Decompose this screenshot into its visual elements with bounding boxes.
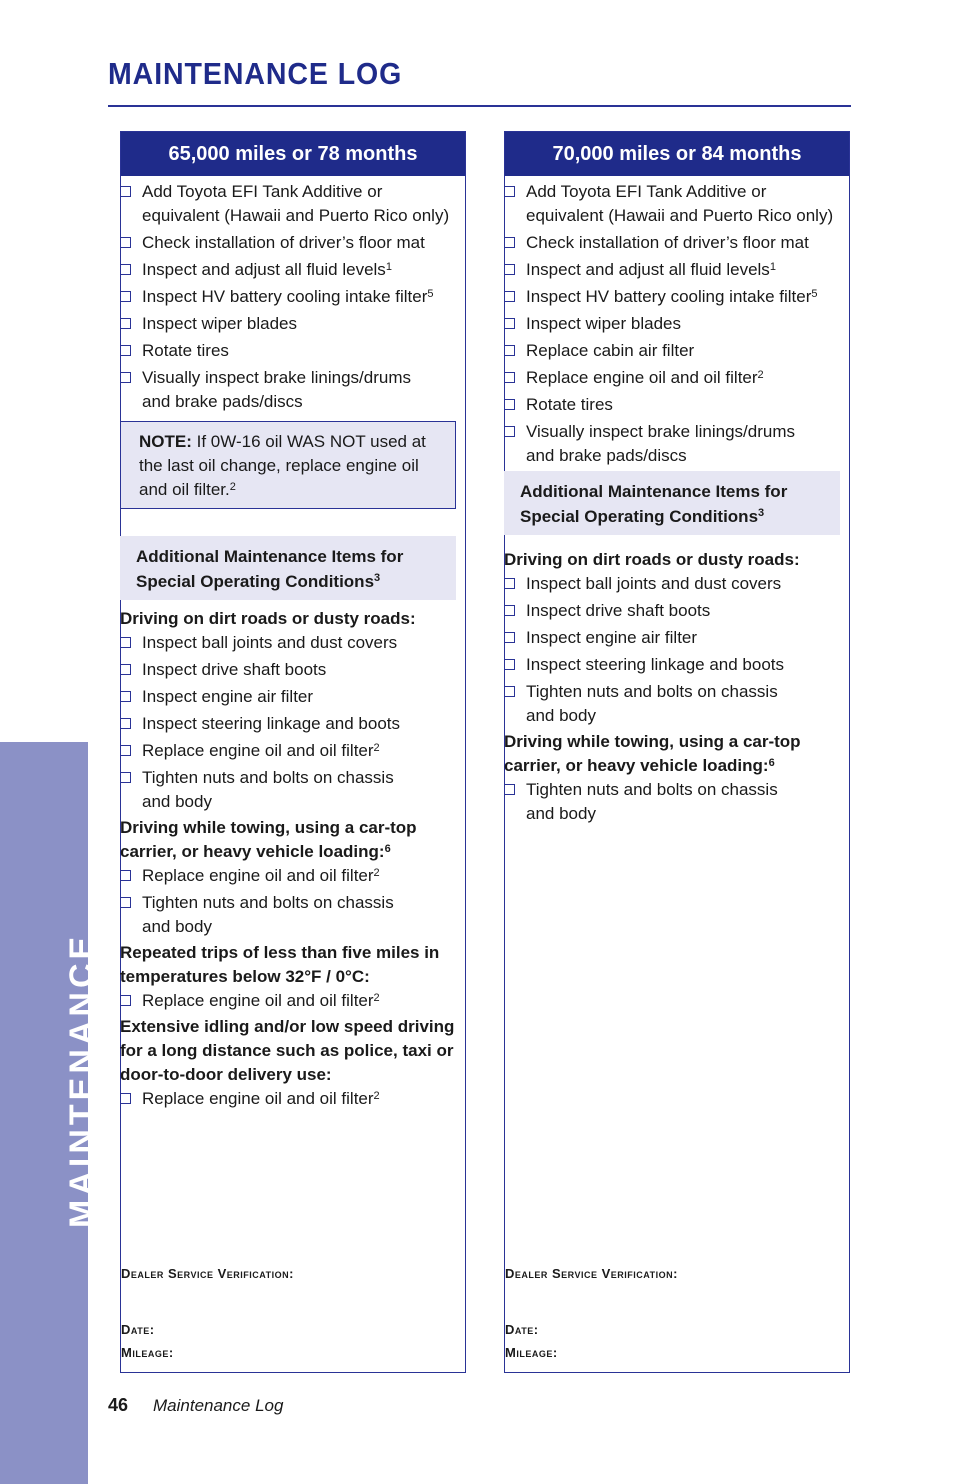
checklist-item-text: Rotate tires (142, 341, 229, 360)
checklist-item-text: Inspect steering linkage and boots (142, 714, 401, 733)
note-text: If 0W-16 oil WAS NOT used at the last oil change, replace engine oil and oil filter. (139, 432, 426, 499)
checkbox-icon[interactable] (504, 237, 515, 248)
footnote-ref: 1 (769, 261, 776, 273)
checklist-item-text-cont: and body (526, 804, 596, 823)
checkbox-icon[interactable] (120, 745, 131, 756)
checklist-item-text: Inspect and adjust all fluid levels (142, 260, 386, 279)
checkbox-icon[interactable] (504, 632, 515, 643)
condition-dirt-roads-list (504, 572, 844, 728)
checklist-item-text: Inspect and adjust all fluid levels (526, 260, 770, 279)
checklist-item (504, 778, 844, 826)
checkbox-icon[interactable] (120, 264, 131, 275)
checkbox-icon[interactable] (504, 264, 515, 275)
footnote-ref: 2 (373, 1090, 380, 1102)
checklist-item-text: Visually inspect brake linings/drums (526, 422, 795, 441)
condition-short-trips: Repeated trips of less than five miles in temperatures below 32°F / 0°C: (120, 943, 440, 986)
right-column (504, 131, 850, 1373)
checkbox-icon[interactable] (504, 318, 515, 329)
checklist-item (504, 258, 839, 282)
checklist-item (504, 180, 839, 228)
right-conditions (504, 548, 844, 829)
checklist-item (504, 366, 839, 390)
checklist-item (504, 680, 844, 728)
condition-towing-list (120, 864, 460, 939)
checklist-item (504, 653, 844, 677)
checklist-item-text: Tighten nuts and bolts on chassis (526, 682, 778, 701)
checklist-item-text-cont: and body (526, 706, 596, 725)
checklist-item (120, 1087, 460, 1111)
checklist-item (504, 599, 844, 623)
checklist-item-text-cont: and brake pads/discs (526, 446, 687, 465)
checklist-item-text: Inspect drive shaft boots (526, 601, 711, 620)
checklist-item-text: Tighten nuts and bolts on chassis (526, 780, 778, 799)
note-box (120, 421, 456, 509)
checklist-item (120, 631, 460, 655)
checklist-item-text: Inspect wiper blades (142, 314, 297, 333)
checkbox-icon[interactable] (120, 318, 131, 329)
footnote-ref: 2 (373, 992, 380, 1004)
checklist-item (120, 712, 460, 736)
date-label: Date: (121, 1322, 155, 1337)
footnote-ref: 5 (811, 288, 818, 300)
checklist-item-text: Inspect drive shaft boots (142, 660, 327, 679)
checklist-item (120, 231, 455, 255)
checkbox-icon[interactable] (120, 664, 131, 675)
checklist-item-text: Replace engine oil and oil filter (142, 741, 374, 760)
mileage-label: Mileage: (121, 1345, 174, 1360)
checklist-item-text: Tighten nuts and bolts on chassis (142, 768, 394, 787)
checklist-item (120, 258, 455, 282)
dealer-verification-label: Dealer Service Verification: (121, 1266, 294, 1281)
checklist-item (120, 989, 460, 1013)
checklist-item-text-cont: equivalent (Hawaii and Puerto Rico only) (526, 206, 834, 225)
right-main-list (504, 180, 839, 471)
checkbox-icon[interactable] (504, 186, 515, 197)
checklist-item-text-cont: and body (142, 917, 212, 936)
checklist-item-text: Replace engine oil and oil filter (526, 368, 758, 387)
checklist-item (120, 739, 460, 763)
checkbox-icon[interactable] (120, 1093, 131, 1104)
page-number: 46 (108, 1395, 129, 1415)
condition-towing-list (504, 778, 844, 826)
checkbox-icon[interactable] (504, 784, 515, 795)
mileage-label: Mileage: (505, 1345, 558, 1360)
checkbox-icon[interactable] (120, 372, 131, 383)
additional-items-line1: Additional Maintenance Items for (136, 547, 404, 566)
checklist-item-text: Inspect HV battery cooling intake filter (142, 287, 428, 306)
checkbox-icon[interactable] (120, 637, 131, 648)
checkbox-icon[interactable] (120, 691, 131, 702)
page-title: MAINTENANCE LOG (108, 56, 403, 91)
checklist-item (504, 285, 839, 309)
page-section-name: Maintenance Log (153, 1396, 284, 1415)
left-conditions (120, 607, 460, 1114)
checklist-item-text: Inspect engine air filter (142, 687, 314, 706)
additional-items-line1: Additional Maintenance Items for (520, 482, 788, 501)
footnote-ref: 1 (385, 261, 392, 273)
checklist-item (504, 312, 839, 336)
checklist-item (120, 658, 460, 682)
checkbox-icon[interactable] (120, 718, 131, 729)
checklist-item (120, 285, 455, 309)
checkbox-icon[interactable] (504, 578, 515, 589)
checklist-item (504, 626, 844, 650)
side-tab-label: MAINTENANCE (63, 932, 101, 1228)
checklist-item (120, 366, 455, 414)
checklist-item (120, 864, 460, 888)
checkbox-icon[interactable] (504, 426, 515, 437)
checklist-item-text: Add Toyota EFI Tank Additive or (142, 182, 383, 201)
left-main-list (120, 180, 455, 417)
checklist-item (120, 180, 455, 228)
footnote-ref: 2 (373, 742, 380, 754)
additional-items-line2: Special Operating Conditions$^3$ (136, 572, 381, 591)
checklist-item (120, 685, 460, 709)
left-column (120, 131, 466, 1373)
date-label: Date: (505, 1322, 539, 1337)
checkbox-icon[interactable] (120, 870, 131, 881)
checkbox-icon[interactable] (120, 995, 131, 1006)
checkbox-icon[interactable] (504, 291, 515, 302)
checkbox-icon[interactable] (120, 237, 131, 248)
checklist-item-text: Visually inspect brake linings/drums (142, 368, 411, 387)
checkbox-icon[interactable] (120, 897, 131, 908)
additional-items-box (120, 536, 456, 600)
checklist-item-text: Tighten nuts and bolts on chassis (142, 893, 394, 912)
checkbox-icon[interactable] (120, 186, 131, 197)
checklist-item (504, 572, 844, 596)
condition-dirt-roads: Driving on dirt roads or dusty roads: (504, 550, 800, 569)
checklist-item-text: Replace engine oil and oil filter (142, 866, 374, 885)
checklist-item-text: Inspect ball joints and dust covers (142, 633, 398, 652)
footnote-ref: 5 (427, 288, 434, 300)
checkbox-icon[interactable] (120, 345, 131, 356)
checklist-item (120, 891, 460, 939)
additional-items-line2: Special Operating Conditions$^3$ (520, 507, 765, 526)
checkbox-icon[interactable] (504, 399, 515, 410)
checklist-item-text: Add Toyota EFI Tank Additive or (526, 182, 767, 201)
checklist-item (120, 312, 455, 336)
checklist-item-text: Check installation of driver’s floor mat (526, 233, 809, 252)
checklist-item (504, 420, 839, 468)
checklist-item-text: Inspect ball joints and dust covers (526, 574, 782, 593)
condition-towing: Driving while towing, using a car-top carrier, or heavy vehicle loading:$^6$ (120, 818, 417, 861)
checklist-item-text-cont: and body (142, 792, 212, 811)
checklist-item (504, 393, 839, 417)
condition-short-trips-list (120, 989, 460, 1013)
right-column-header: 70,000 miles or 84 months (505, 132, 849, 176)
checklist-item (120, 766, 460, 814)
note-label: NOTE: (139, 432, 192, 451)
dealer-verification-label: Dealer Service Verification: (505, 1266, 678, 1281)
checklist-item-text: Inspect wiper blades (526, 314, 681, 333)
left-column-header: 65,000 miles or 78 months (121, 132, 465, 176)
condition-dirt-roads: Driving on dirt roads or dusty roads: (120, 609, 416, 628)
footnote-ref: 2 (373, 867, 380, 879)
checklist-item-text: Inspect engine air filter (526, 628, 698, 647)
checklist-item-text: Inspect HV battery cooling intake filter (526, 287, 812, 306)
checkbox-icon[interactable] (120, 291, 131, 302)
checklist-item-text: Rotate tires (526, 395, 613, 414)
checklist-item-text: Check installation of driver’s floor mat (142, 233, 425, 252)
checkbox-icon[interactable] (504, 659, 515, 670)
checkbox-icon[interactable] (504, 605, 515, 616)
checklist-item-text-cont: and brake pads/discs (142, 392, 303, 411)
condition-towing: Driving while towing, using a car-top carrier, or heavy vehicle loading:$^6$ (504, 732, 801, 775)
checklist-item-text: Inspect steering linkage and boots (526, 655, 785, 674)
checklist-item-text: Replace engine oil and oil filter (142, 1089, 374, 1108)
title-rule (108, 105, 851, 107)
additional-items-box (504, 471, 840, 535)
condition-idling: Extensive idling and/or low speed driving for a long distance such as police, taxi or door-to-door delivery use: (120, 1017, 455, 1084)
checklist-item (504, 339, 839, 363)
checklist-item (504, 231, 839, 255)
condition-idling-list (120, 1087, 460, 1111)
checkbox-icon[interactable] (120, 772, 131, 783)
condition-dirt-roads-list (120, 631, 460, 814)
checklist-item-text: Replace cabin air filter (526, 341, 695, 360)
checkbox-icon[interactable] (504, 686, 515, 697)
footnote-ref: 2 (757, 369, 764, 381)
checkbox-icon[interactable] (504, 372, 515, 383)
checkbox-icon[interactable] (504, 345, 515, 356)
note-sup: 2 (229, 481, 236, 493)
checklist-item-text-cont: equivalent (Hawaii and Puerto Rico only) (142, 206, 450, 225)
checklist-item (120, 339, 455, 363)
checklist-item-text: Replace engine oil and oil filter (142, 991, 374, 1010)
